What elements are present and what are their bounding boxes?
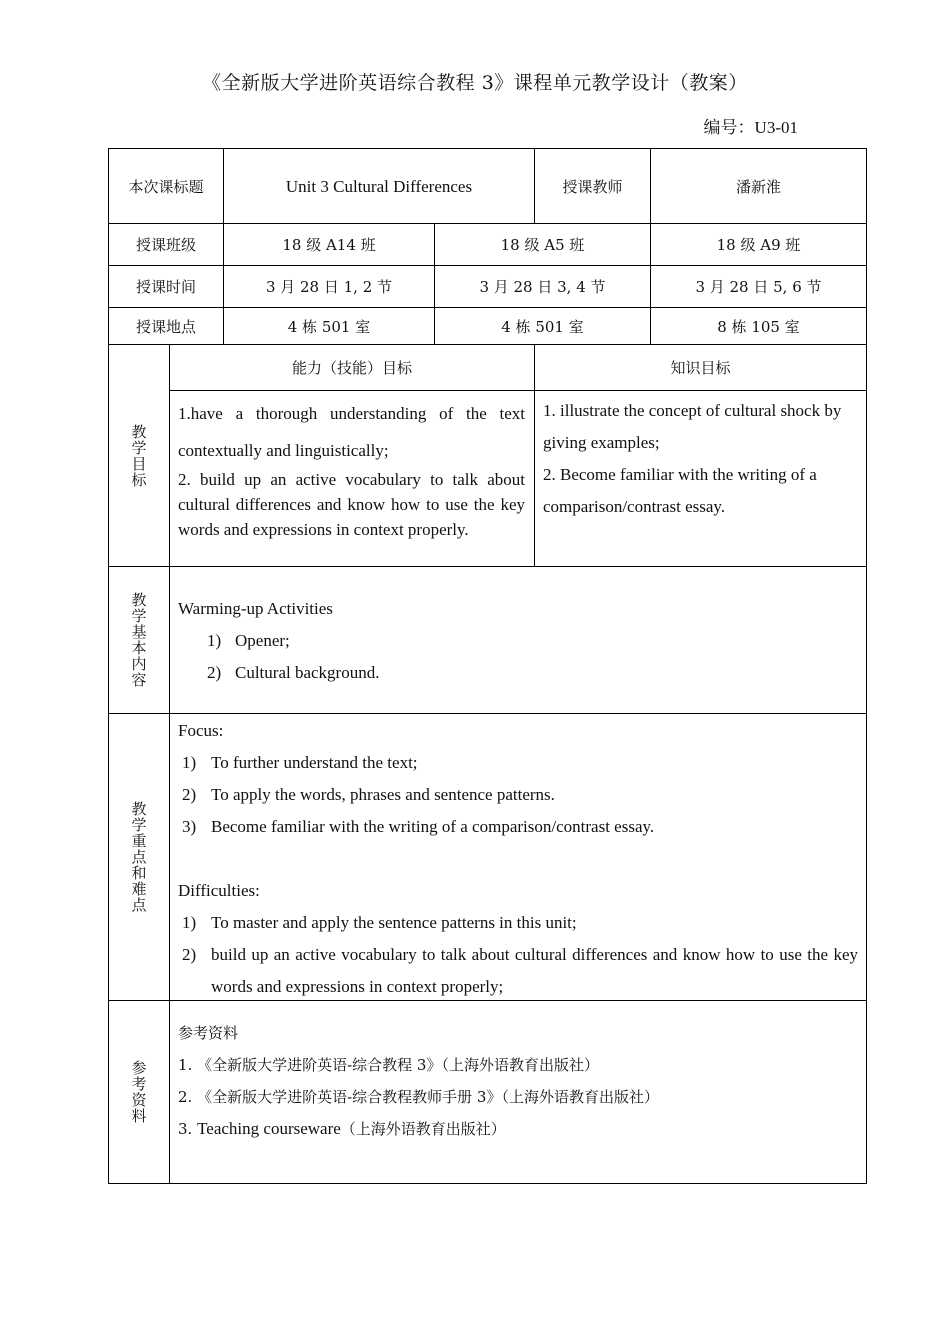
skill-goals-body: [178, 395, 525, 565]
reference-item: 1. 《全新版大学进阶英语-综合教程 3》（上海外语教育出版社）: [178, 1056, 599, 1074]
list-item: 1) To further understand the text;: [182, 753, 418, 772]
class-2: 18 级 A5 班: [500, 236, 585, 254]
difficulties-heading: Difficulties:: [178, 881, 260, 900]
skill-goal-1: 1.have a thorough understanding of the text contextually and linguistically;: [178, 404, 525, 460]
knowledge-goals-body: [543, 395, 858, 565]
time-3: 3 月 28 日 5, 6 节: [695, 278, 822, 296]
place-2: 4 栋 501 室: [501, 317, 584, 336]
list-item: 2) Cultural background.: [207, 663, 380, 682]
class-1: 18 级 A14 班: [282, 236, 376, 254]
list-item: 1) Opener;: [207, 631, 290, 650]
code-label: 编号：: [703, 118, 755, 138]
references-body: [178, 1017, 858, 1145]
basic-content-side-label-cell: [109, 567, 169, 713]
reference-item: 2. 《全新版大学进阶英语-综合教程教师手册 3》（上海外语教育出版社）: [178, 1088, 659, 1106]
classes-label: 授课班级: [135, 236, 196, 254]
list-item: 2) To apply the words, phrases and sentence patterns.: [182, 785, 555, 804]
time-2: 3 月 28 日 3, 4 节: [479, 278, 606, 296]
references-side-label: 参考资料: [129, 1060, 148, 1124]
reference-item: 3. Teaching courseware（上海外语教育出版社）: [178, 1119, 506, 1138]
topic-value: Unit 3 Cultural Differences: [285, 177, 473, 196]
time-label: 授课时间: [135, 278, 196, 296]
place-1: 4 栋 501 室: [287, 317, 371, 336]
knowledge-goals-header: 知识目标: [670, 359, 731, 377]
warming-up-heading: Warming-up Activities: [178, 599, 333, 618]
objectives-side-label-cell: [109, 345, 169, 566]
topic-label: 本次课标题: [128, 177, 204, 196]
knowledge-goal-2: 2. Become familiar with the writing of a comparison/contrast essay.: [543, 465, 817, 516]
place-label: 授课地点: [135, 317, 196, 336]
focus-side-label: 教学重点和难点: [129, 801, 148, 913]
focus-heading: Focus:: [178, 721, 224, 740]
document-title: 《全新版大学进阶英语综合教程 3》课程单元教学设计（教案）: [202, 72, 748, 94]
basic-content-body: [178, 593, 858, 689]
time-1: 3 月 28 日 1, 2 节: [265, 278, 393, 296]
list-item: 3) Become familiar with the writing of a comparison/contrast essay.: [182, 817, 655, 836]
code-value: U3-01: [754, 118, 798, 137]
knowledge-goal-1: 1. illustrate the concept of cultural shock by giving examples;: [543, 401, 842, 452]
skill-goals-header: 能力（技能）目标: [291, 359, 412, 377]
teacher-value: 潘新淮: [735, 177, 781, 196]
teacher-label: 授课教师: [562, 177, 623, 196]
objectives-side-label: 教学目标: [129, 423, 148, 488]
document-code: [704, 113, 798, 138]
references-heading: 参考资料: [178, 1024, 239, 1042]
list-item: 1) To master and apply the sentence patterns in this unit;: [182, 913, 577, 932]
references-side-label-cell: [109, 1001, 169, 1183]
class-3: 18 级 A9 班: [716, 236, 801, 254]
list-item: 2) build up an active vocabulary to talk about cultural differences and know how to use the key words and expressions in context properly;: [182, 945, 858, 996]
basic-content-side-label: 教学基本内容: [129, 592, 148, 688]
focus-body: [178, 715, 858, 1003]
skill-goal-2: 2. build up an active vocabulary to talk about cultural differences and know how to use the key words and expressions in context properly.: [178, 470, 525, 539]
focus-side-label-cell: [109, 714, 169, 1000]
place-3: 8 栋 105 室: [717, 317, 800, 336]
